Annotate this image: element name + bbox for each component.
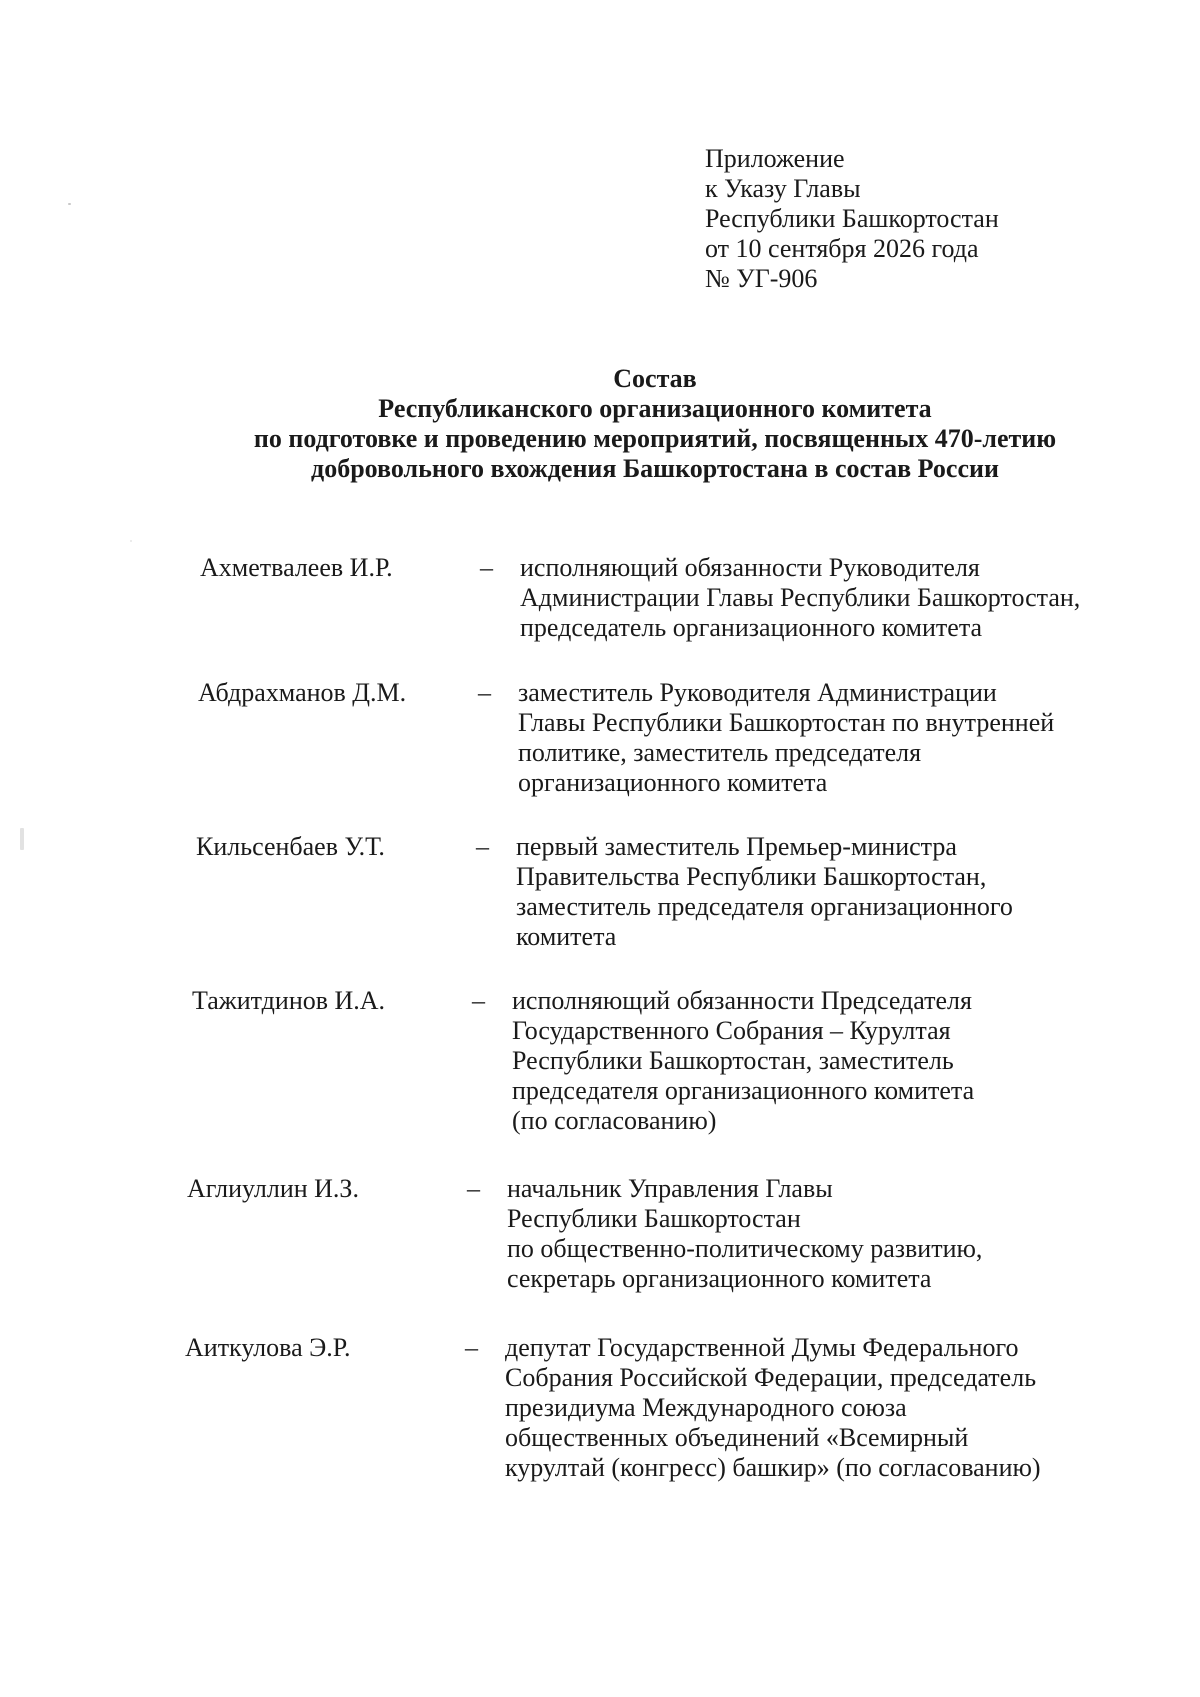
member-position <box>512 986 974 1136</box>
appendix-line: № УГ-906 <box>705 264 818 293</box>
member-dash: – <box>465 1333 478 1362</box>
position-line: (по согласованию) <box>512 1106 717 1135</box>
position-line: председателя организационного комитета <box>512 1076 975 1105</box>
member-entry <box>192 986 1192 1146</box>
title-line: Состав <box>613 364 697 393</box>
member-dash: – <box>478 678 491 707</box>
member-dash: – <box>476 832 489 861</box>
position-line: заместитель Руководителя Администрации <box>518 678 997 707</box>
member-dash: – <box>480 553 493 582</box>
position-line: исполняющий обязанности Председателя <box>512 986 972 1015</box>
position-line: курултай (конгресс) башкир» (по согласованию) <box>505 1453 1041 1482</box>
position-line: Собрания Российской Федерации, председатель <box>505 1363 1037 1392</box>
position-line: заместитель председателя организационного <box>516 892 1013 921</box>
appendix-block <box>705 144 999 294</box>
member-position <box>516 832 1013 952</box>
position-line: секретарь организационного комитета <box>507 1264 932 1293</box>
position-line: общественных объединений «Всемирный <box>505 1423 969 1452</box>
member-name: Аиткулова Э.Р. <box>185 1333 351 1362</box>
scan-speck <box>130 540 132 542</box>
position-line: Администрации Главы Республики Башкортостан, <box>520 583 1081 612</box>
member-position <box>505 1333 1041 1483</box>
appendix-line: Республики Башкортостан <box>705 204 999 233</box>
document-title <box>130 364 1180 484</box>
member-name: Абдрахманов Д.М. <box>198 678 407 707</box>
position-line: Правительства Республики Башкортостан, <box>516 862 987 891</box>
position-line: Главы Республики Башкортостан по внутренней <box>518 708 1055 737</box>
position-line: Республики Башкортостан, заместитель <box>512 1046 954 1075</box>
member-name: Аглиуллин И.З. <box>187 1174 359 1203</box>
position-line: председатель организационного комитета <box>520 613 983 642</box>
member-entry <box>187 1174 1187 1334</box>
position-line: первый заместитель Премьер-министра <box>516 832 957 861</box>
title-line: по подготовке и проведению мероприятий, посвященных 470-летию <box>253 424 1057 453</box>
member-entry <box>185 1333 1185 1493</box>
position-line: депутат Государственной Думы Федерального <box>505 1333 1019 1362</box>
position-line: политике, заместитель председателя <box>518 738 922 767</box>
position-line: по общественно-политическому развитию, <box>507 1234 983 1263</box>
title-line: Республиканского организационного комитета <box>378 394 932 423</box>
member-name: Тажитдинов И.А. <box>192 986 386 1015</box>
member-entry <box>196 832 1196 992</box>
member-dash: – <box>467 1174 480 1203</box>
member-entry <box>198 678 1198 838</box>
scan-speck <box>20 828 24 850</box>
position-line: комитета <box>516 922 617 951</box>
member-dash: – <box>472 986 485 1015</box>
member-position <box>518 678 1054 798</box>
position-line: исполняющий обязанности Руководителя <box>520 553 980 582</box>
position-line: Республики Башкортостан <box>507 1204 801 1233</box>
position-line: начальник Управления Главы <box>507 1174 833 1203</box>
member-name: Кильсенбаев У.Т. <box>196 832 385 861</box>
appendix-line: Приложение <box>705 144 845 173</box>
member-position <box>520 553 1080 643</box>
appendix-line: от 10 сентября 2026 года <box>705 234 979 263</box>
member-position <box>507 1174 982 1294</box>
scan-speck <box>68 203 71 205</box>
position-line: организационного комитета <box>518 768 828 797</box>
position-line: Государственного Собрания – Курултая <box>512 1016 951 1045</box>
title-line: добровольного вхождения Башкортостана в состав России <box>311 454 999 483</box>
appendix-line: к Указу Главы <box>705 174 861 203</box>
position-line: президиума Международного союза <box>505 1393 907 1422</box>
member-name: Ахметвалеев И.Р. <box>200 553 393 582</box>
